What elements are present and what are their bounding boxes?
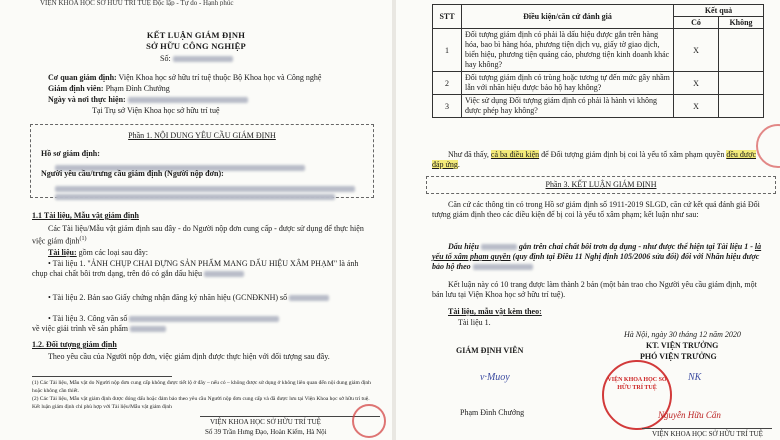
page-stamp-partial xyxy=(352,404,386,438)
tru-so-line: Tại Trụ sở Viện Khoa học sở hữu trí tuệ xyxy=(92,106,220,115)
nguoi-yeu-cau-label: Người yêu cầu/trưng cầu giám định (Người nộp đơn): xyxy=(41,169,224,178)
col-dieu-kien: Điều kiện/căn cứ đánh giá xyxy=(462,5,674,29)
redacted-product xyxy=(130,326,166,332)
redacted-congvan xyxy=(129,316,279,322)
tai-lieu-2: • Tài liệu 2. Bản sao Giấy chứng nhận đăng ký nhãn hiệu (GCNĐKNH) số xyxy=(32,293,372,303)
col-khong: Không xyxy=(719,17,764,29)
so-line xyxy=(160,54,233,63)
ngay-noi-label: Ngày và nơi thực hiện: xyxy=(48,95,126,104)
s12-para: Theo yêu cầu của Người nộp đơn, việc giám định được thực hiện với đối tượng sau đây. xyxy=(48,352,330,361)
left-footer1: VIỆN KHOA HỌC SỞ HỮU TRÍ TUỆ xyxy=(210,418,321,426)
redacted-number xyxy=(173,56,233,62)
s11-para: Các Tài liệu/Mẫu vật giám định sau đây - do Người nộp đơn cung cấp - được sử dụng để thực hiện việc giám định$^{(1)}$ xyxy=(32,224,364,246)
co-quan-line xyxy=(48,73,378,82)
ket-luan-count: Kết luận này có 10 trang được làm thành 2 bản (một bản trao cho Người yêu cầu giám định, một bản lưu tại Viện Khoa học sở hữu trí tuệ). xyxy=(432,280,757,299)
date-line: Hà Nội, ngày 30 tháng 12 năm 2020 xyxy=(624,330,741,339)
redacted-mark-name xyxy=(481,244,517,250)
tai-lieu-1-ref: Tài liệu 1. xyxy=(458,318,491,327)
redacted-trademark xyxy=(473,264,533,270)
tai-lieu-1: • Tài liệu 1. "ẢNH CHỤP CHAI ĐỰNG SẢN PHẨM MANG DẤU HIỆU XÂM PHẠM" là ảnh chụp chai chất bôi trơn dạng, trên đó có gắn dấu hiệu xyxy=(32,259,359,278)
tai-lieu-3: • Tài liệu 3. Công văn số về việc giải trình về sản phẩm xyxy=(32,314,372,334)
redacted-gcn xyxy=(289,295,329,301)
title-line1: KẾT LUẬN GIÁM ĐỊNH xyxy=(146,30,246,40)
part3-box xyxy=(426,176,776,194)
footnote-divider xyxy=(32,376,172,377)
part3-para: Căn cứ các thông tin có trong Hồ sơ giám định số 1911-2019 SLGD, căn cứ kết quả đánh giá Đối tượng giám định theo các điều kiện để bị coi là yếu tố xâm phạm; kết luận như sau: xyxy=(432,200,760,219)
signature-left: v·Muoy xyxy=(480,372,510,383)
table-row: 2 Đối tượng giám định có trùng hoặc tương tự đến mức gây nhầm lẫn với nhãn hiệu được bảo hộ hay không? X xyxy=(433,72,764,95)
giam-dinh-vien-value: Phạm Đình Chướng xyxy=(105,84,170,93)
left-footer2: Số 39 Trần Hưng Đạo, Hoàn Kiếm, Hà Nội xyxy=(205,428,327,436)
dau-hieu-para: Dấu hiệu gắn trên chai chất bôi trơn dạ dụng - như được thể hiện tại Tài liệu 1 - là yếu tố xâm phạm quyền (quy định tại Điều 11 Nghị định 105/2006 sửa đổi) đối với Nhãn hiệu được bảo hộ theo xyxy=(432,242,762,271)
nhu-da-thay-para: Như đã thấy, cả ba điều kiện để Đối tượng giám định bị coi là yếu tố xâm phạm quyền đều được đáp ứng. xyxy=(432,150,756,169)
giam-dinh-vien-line xyxy=(48,84,170,93)
right-document-page xyxy=(396,0,780,440)
left-top-header: VIỆN KHOA HỌC SỞ HỮU TRÍ TUỆ Độc lập - Tự do - Hạnh phúc xyxy=(40,0,234,6)
col-co: Có xyxy=(674,17,719,29)
tai-lieu-label: Tài liệu: xyxy=(48,248,77,257)
ho-so-line xyxy=(41,149,100,158)
tai-lieu-kem-theo: Tài liệu, mẫu vật kèm theo: xyxy=(448,307,542,316)
part1-title: Phần 1. NỘI DUNG YÊU CẦU GIÁM ĐỊNH xyxy=(128,131,276,140)
part1-box xyxy=(30,124,374,198)
nguoi-yeu-cau-redacted2 xyxy=(55,188,335,206)
co-quan-label: Cơ quan giám định: xyxy=(48,73,117,82)
s11-title: 1.1 Tài liệu, Mẫu vật giám định xyxy=(32,211,139,220)
col-stt: STT xyxy=(433,5,462,29)
signer-right-name: Nguyễn Hữu Cẩn xyxy=(658,410,721,420)
right-footer: VIỆN KHOA HỌC SỞ HỮU TRÍ TUỆ xyxy=(652,430,763,438)
evaluation-table xyxy=(432,4,764,118)
giam-dinh-vien-label: Giám định viên: xyxy=(48,84,104,93)
co-quan-value: Viện Khoa học sở hữu trí tuệ thuộc Bộ Khoa học và Công nghệ xyxy=(118,73,322,82)
s12-title: 1.2. Đối tượng giám định xyxy=(32,340,117,349)
nguoi-yeu-cau-line xyxy=(41,169,224,178)
col-ket-qua: Kết quả xyxy=(674,5,764,17)
redacted-date xyxy=(128,97,248,103)
tai-lieu-line xyxy=(48,248,148,257)
tai-lieu-intro: gồm các loại sau đây: xyxy=(78,248,148,257)
table-row: 1 Đối tượng giám định có phải là dấu hiệu được gắn trên hàng hóa, bao bì hàng hóa, phương tiện dịch vụ, giấy tờ giao dịch, biển hiệu, phương tiện quảng cáo, phương tiện kinh doanh khác hay không? X xyxy=(433,29,764,72)
ho-so-label: Hồ sơ giám định: xyxy=(41,149,100,158)
so-label: Số: xyxy=(160,54,171,63)
footnotes: (1) Các Tài liệu, Mẫu vật do Người nộp đơn cung cấp không được tiết lộ ở đây – nếu có – không được sử dụng ở không liên quan đến nội dung giám định hoặc không cần thiết. (2) Các Tài liệu, Mẫu vật giám định được đóng dấu hoặc đảm bảo theo yêu cầu Người nộp đơn cung cấp và đã được lưu tại Viện Khoa học sở hữu trí tuệ. Kết luận giám định chỉ phù hợp với Tài liệu/Mẫu vật giám định xyxy=(32,380,371,410)
official-stamp: VIỆN KHOA HỌC SỞ HỮU TRÍ TUỆ xyxy=(602,360,672,430)
redacted-mark xyxy=(204,271,244,277)
signature-right: NK xyxy=(688,372,702,383)
right-footer-divider xyxy=(642,428,772,429)
part3-title: Phần 3. KẾT LUẬN GIÁM ĐỊNH xyxy=(545,180,657,189)
title-line2: SỞ HỮU CÔNG NGHIỆP xyxy=(146,41,246,51)
table-row: 3 Việc sử dụng Đối tượng giám định có phải là hành vi không được phép hay không? X xyxy=(433,95,764,118)
giam-dinh-vien-heading: GIÁM ĐỊNH VIÊN xyxy=(456,346,524,355)
signer-left-name: Phạm Đình Chướng xyxy=(460,408,525,417)
kt-vien-truong: KT. VIỆN TRƯỞNG xyxy=(646,341,719,350)
pho-vien-truong: PHÓ VIỆN TRƯỞNG xyxy=(640,352,717,361)
ngay-noi-line xyxy=(48,95,248,104)
